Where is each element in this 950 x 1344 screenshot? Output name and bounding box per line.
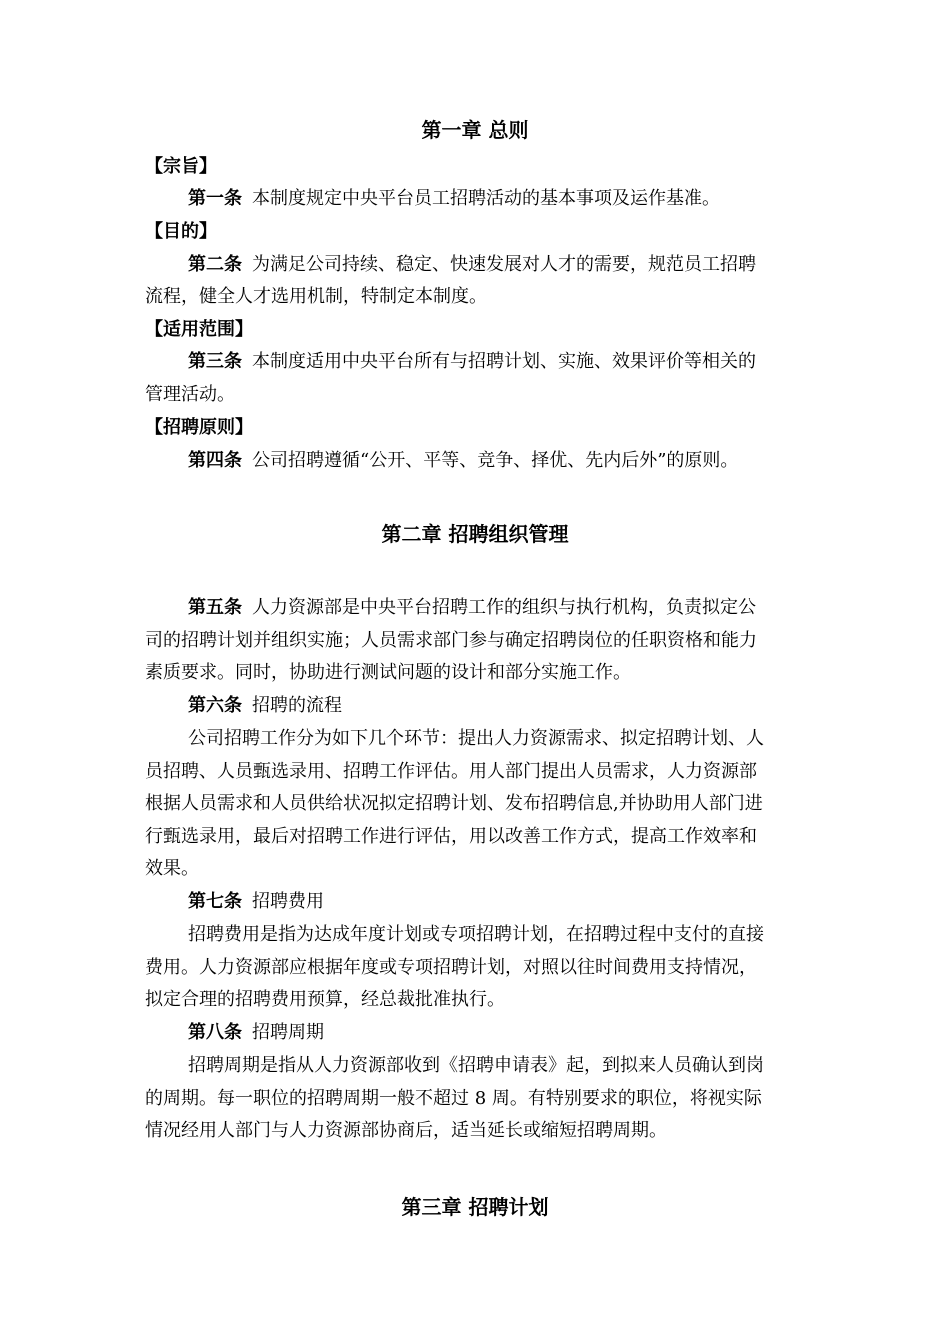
article-text-line: 的周期。每一职位的招聘周期一般不超过 8 周。有特别要求的职位，将视实际	[145, 1088, 762, 1109]
chapter-title: 第二章 招聘组织管理	[381, 522, 569, 546]
article-text-line: 拟定合理的招聘费用预算，经总裁批准执行。	[145, 989, 505, 1010]
article-text: 本制度适用中央平台所有与招聘计划、实施、效果评价等相关的	[252, 351, 756, 372]
section-heading: 【宗旨】	[145, 156, 217, 177]
article-text-line: 效果。	[145, 858, 199, 879]
article-label: 第一条	[188, 188, 242, 209]
article-label: 第六条	[188, 695, 242, 716]
section-heading: 【适用范围】	[145, 319, 253, 340]
article-text-line: 行甄选录用，最后对招聘工作进行评估，用以改善工作方式，提高工作效率和	[145, 826, 757, 847]
article-label: 第四条	[188, 450, 242, 471]
article-subject: 招聘的流程	[252, 695, 342, 716]
article-heading	[188, 1022, 324, 1044]
article-text: 为满足公司持续、稳定、快速发展对人才的需要，规范员工招聘	[252, 254, 756, 275]
article-text-line: 公司招聘工作分为如下几个环节：提出人力资源需求、拟定招聘计划、人	[188, 728, 764, 749]
article-label: 第二条	[188, 254, 242, 275]
article-text-line: 根据人员需求和人员供给状况拟定招聘计划、发布招聘信息,并协助用人部门进	[145, 793, 763, 814]
article-text-line: 司的招聘计划并组织实施；人员需求部门参与确定招聘岗位的任职资格和能力	[145, 630, 757, 651]
section-heading: 【目的】	[145, 221, 217, 242]
article-text-line: 素质要求。同时，协助进行测试问题的设计和部分实施工作。	[145, 662, 631, 683]
article-text-line: 员招聘、人员甄选录用、招聘工作评估。用人部门提出人员需求，人力资源部	[145, 761, 757, 782]
article-text-line: 情况经用人部门与人力资源部协商后，适当延长或缩短招聘周期。	[145, 1120, 667, 1141]
article-text-line: 招聘费用是指为达成年度计划或专项招聘计划，在招聘过程中支付的直接	[188, 924, 764, 945]
article-text-line: 招聘周期是指从人力资源部收到《招聘申请表》起，到拟来人员确认到岗	[188, 1055, 764, 1076]
article-label: 第七条	[188, 891, 242, 912]
article-text-line: 费用。人力资源部应根据年度或专项招聘计划，对照以往时间费用支持情况，	[145, 957, 757, 978]
article-text: 本制度规定中央平台员工招聘活动的基本事项及运作基准。	[252, 188, 720, 209]
chapter-title: 第一章 总则	[421, 118, 529, 142]
article-paragraph	[188, 450, 738, 472]
article-subject: 招聘周期	[252, 1022, 324, 1043]
article-paragraph	[188, 351, 756, 373]
chapter-title: 第三章 招聘计划	[401, 1195, 549, 1219]
section-heading: 【招聘原则】	[145, 417, 253, 438]
article-label: 第三条	[188, 351, 242, 372]
article-heading	[188, 891, 324, 913]
article-subject: 招聘费用	[252, 891, 324, 912]
article-text: 人力资源部是中央平台招聘工作的组织与执行机构，负责拟定公	[252, 597, 756, 618]
article-text-line: 流程，健全人才选用机制，特制定本制度。	[145, 286, 487, 307]
article-text: 公司招聘遵循“公开、平等、竞争、择优、先内后外”的原则。	[252, 450, 739, 471]
article-paragraph	[188, 188, 720, 210]
article-label: 第八条	[188, 1022, 242, 1043]
article-paragraph	[188, 254, 756, 276]
article-text-line: 管理活动。	[145, 384, 235, 405]
article-paragraph	[188, 597, 756, 619]
article-label: 第五条	[188, 597, 242, 618]
article-heading	[188, 695, 342, 717]
